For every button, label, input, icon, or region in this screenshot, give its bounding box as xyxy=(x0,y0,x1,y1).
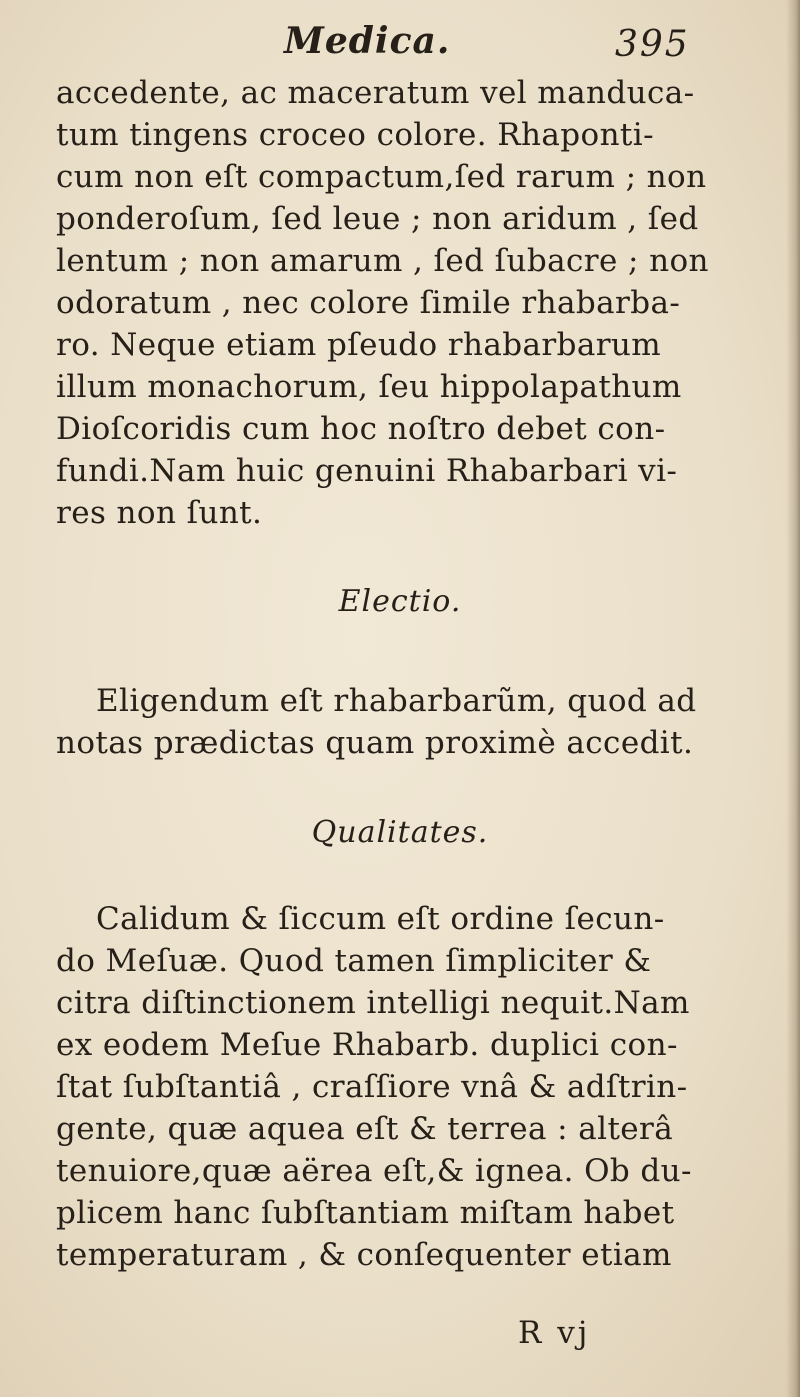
text-line: odoratum , nec colore ſimile rhabarba- xyxy=(56,285,681,321)
text-line: temperaturam , & conſequenter etiam xyxy=(56,1237,672,1273)
text-line: do Meſuæ. Quod tamen ſimpliciter & xyxy=(56,943,652,979)
section-heading-electio: Electio. xyxy=(338,584,462,619)
text-line: Eligendum eſt rhabarbarũm, quod ad xyxy=(96,683,697,719)
text-line: ro. Neque etiam pſeudo rhabarbarum xyxy=(56,327,662,363)
text-line: gente, quæ aquea eſt & terrea : alterâ xyxy=(56,1111,674,1147)
text-line: Calidum & ſiccum eſt ordine ſecun- xyxy=(96,901,665,937)
text-line: tenuiore,quæ aërea eſt,& ignea. Ob du- xyxy=(56,1153,692,1189)
section-heading-qualitates: Qualitates. xyxy=(311,815,489,850)
catchword: R vj xyxy=(518,1315,591,1351)
text-line: lentum ; non amarum , ſed ſubacre ; non xyxy=(56,243,709,279)
text-line: res non ſunt. xyxy=(56,495,263,531)
text-line: citra diſtinctionem intelligi nequit.Nam xyxy=(56,985,690,1021)
text-line: tum tingens croceo colore. Rhaponti- xyxy=(56,117,654,153)
text-line: plicem hanc ſubſtantiam miſtam habet xyxy=(56,1195,675,1231)
text-line: fundi.Nam huic genuini Rhabarbari vi- xyxy=(56,453,678,489)
text-line: accedente, ac maceratum vel manduca- xyxy=(56,75,695,111)
text-line: illum monachorum, ſeu hippolapathum xyxy=(56,369,682,405)
text-line: notas prædictas quam proximè accedit. xyxy=(56,725,694,761)
page-number: 395 xyxy=(615,24,690,65)
page-spine-shadow xyxy=(786,0,800,1397)
text-line: Dioſcoridis cum hoc noſtro debet con- xyxy=(56,411,666,447)
text-line: ponderoſum, ſed leue ; non aridum , ſed xyxy=(56,201,699,237)
running-head-title: Medica. xyxy=(284,20,451,62)
text-line: ſtat ſubſtantiâ , craſſiore vnâ & adſtrin- xyxy=(56,1069,688,1105)
running-head xyxy=(0,18,800,68)
text-line: cum non eſt compactum,ſed rarum ; non xyxy=(56,159,707,195)
text-line: ex eodem Meſue Rhabarb. duplici con- xyxy=(56,1027,678,1063)
